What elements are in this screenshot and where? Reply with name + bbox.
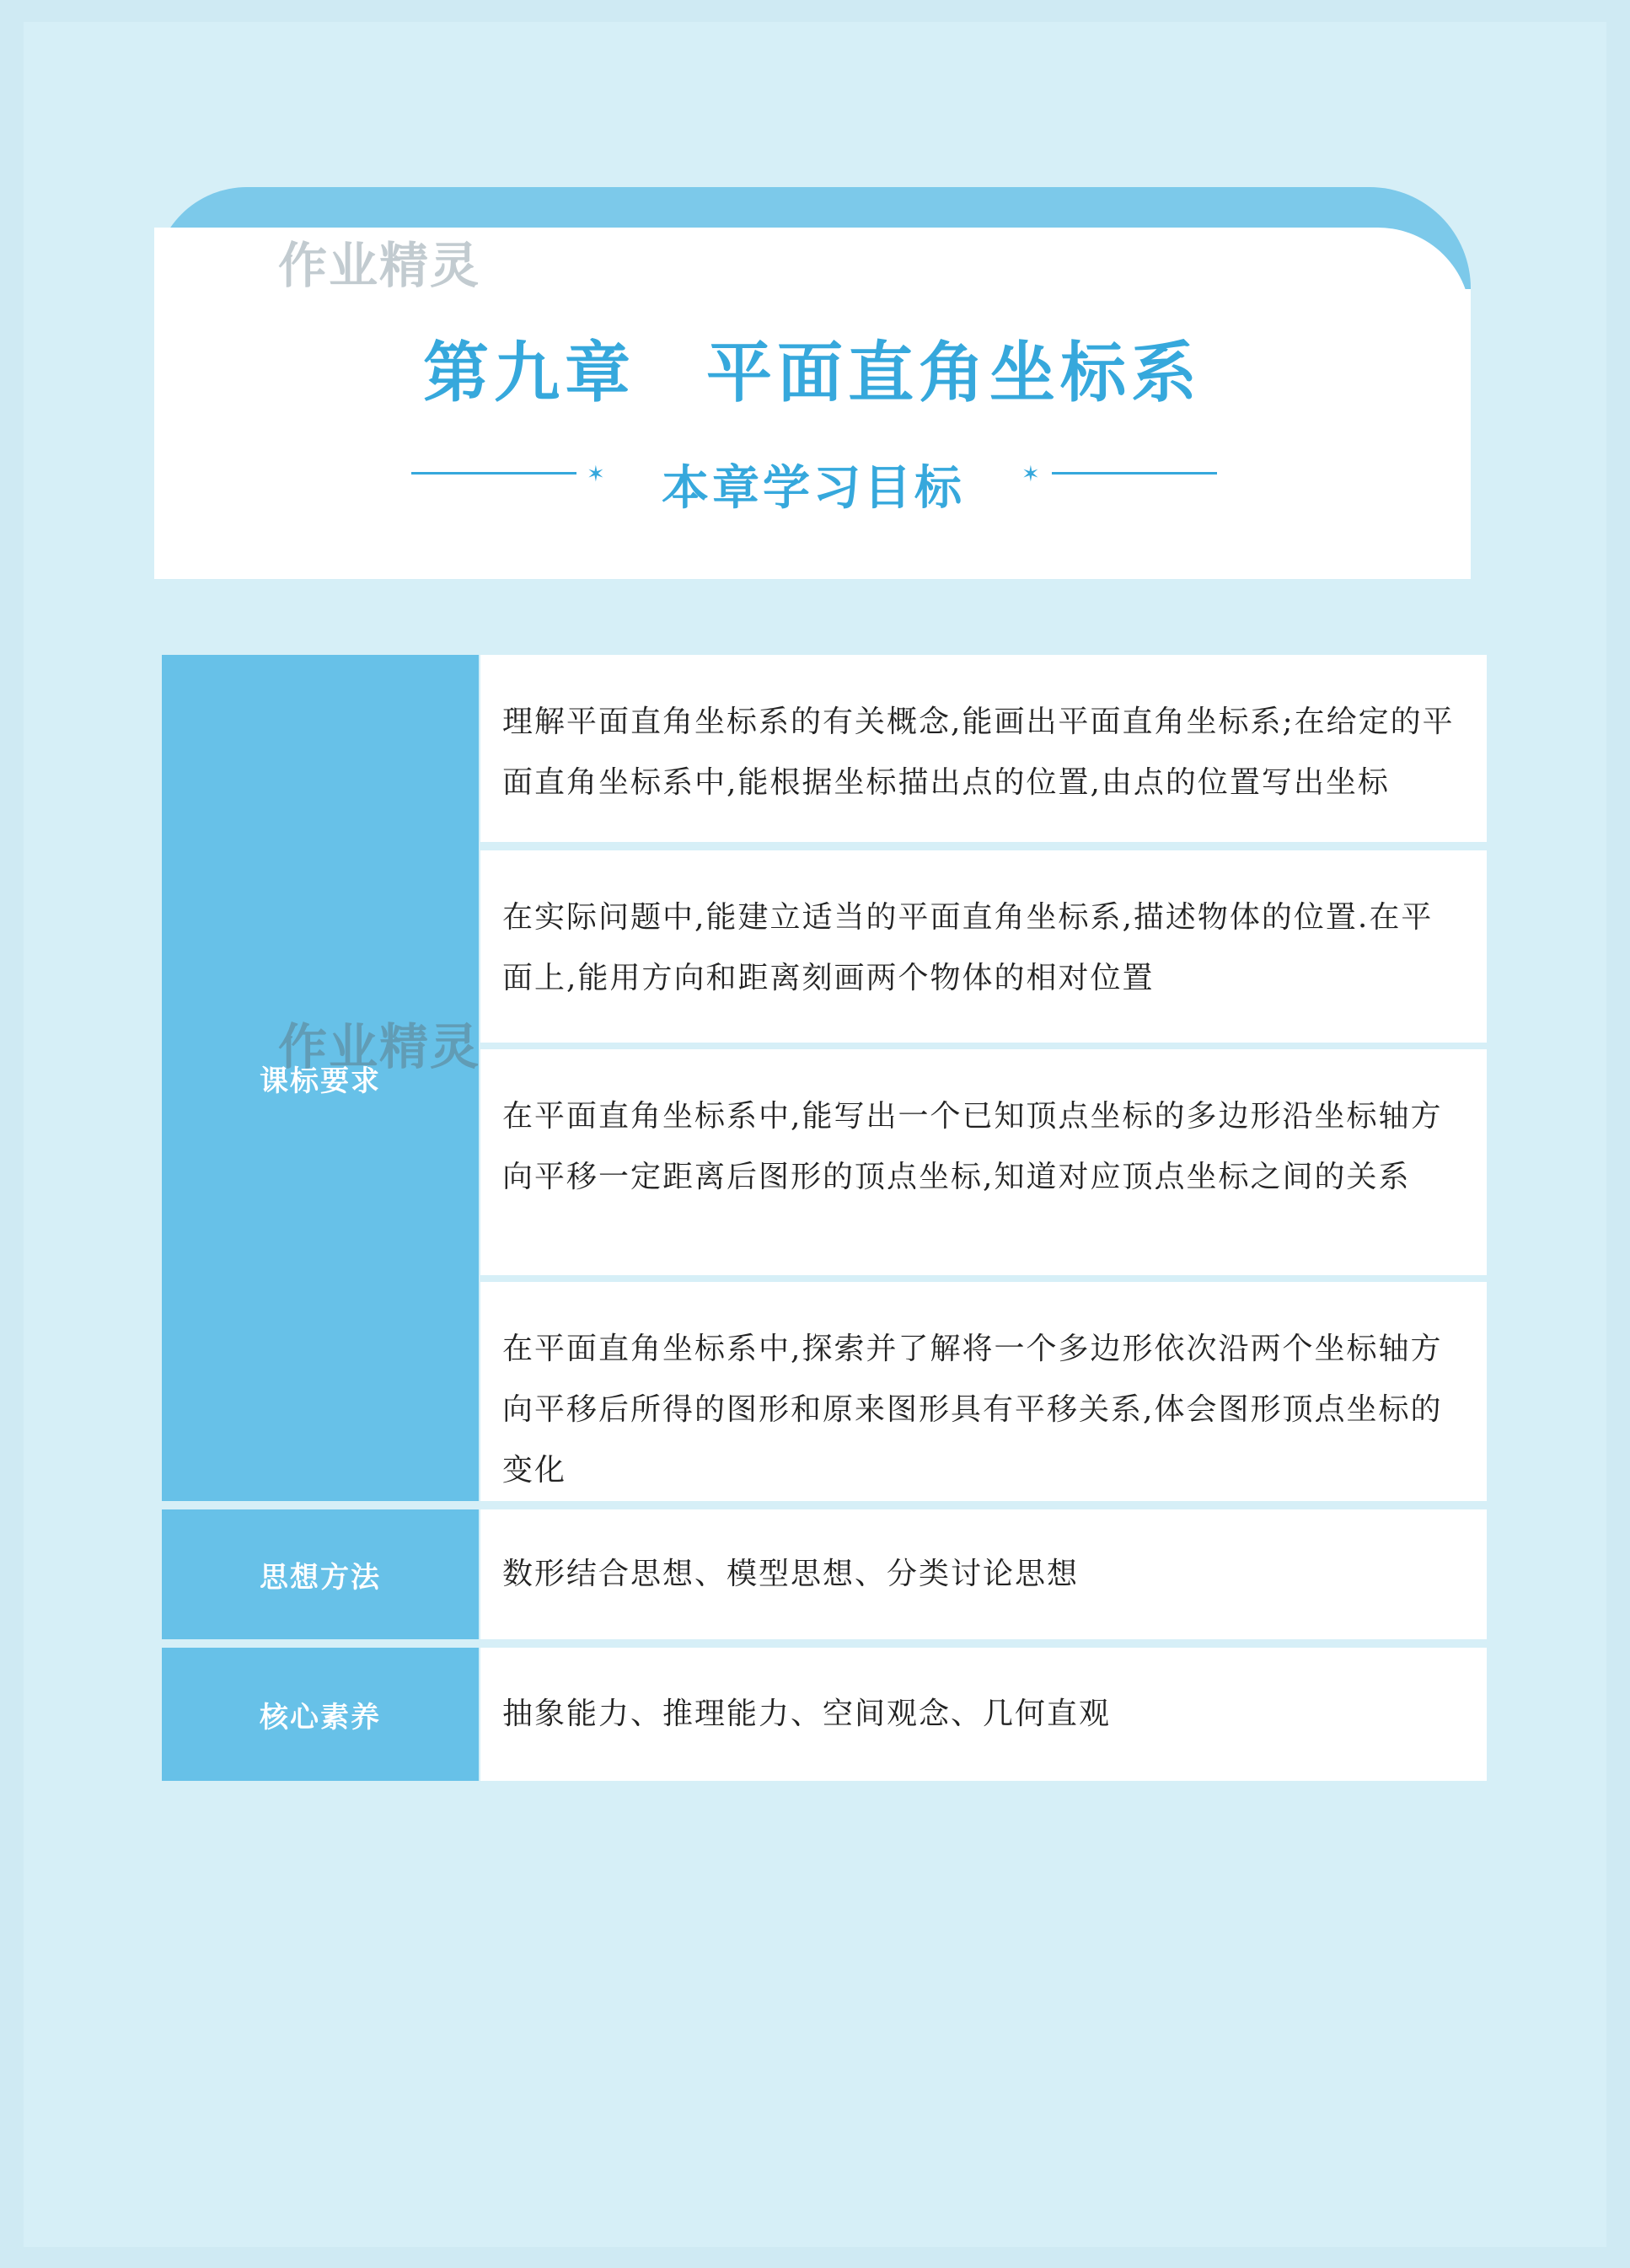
goal-item: 在实际问题中,能建立适当的平面直角坐标系,描述物体的位置.在平面上,能用方向和距离刻画两个物体的相对位置 — [480, 850, 1487, 1043]
star-icon: ✶ — [1021, 462, 1040, 487]
watermark-logo: 作业精灵 — [278, 1018, 481, 1075]
chapter-title: 第九章 平面直角坐标系 — [422, 335, 1202, 411]
goal-item: 在平面直角坐标系中,探索并了解将一个多边形依次沿两个坐标轴方向平移后所得的图形和原来图形具有平移关系,体会图形顶点坐标的变化 — [480, 1282, 1487, 1501]
goal-item: 理解平面直角坐标系的有关概念,能画出平面直角坐标系;在给定的平面直角坐标系中,能根据坐标描出点的位置,由点的位置写出坐标 — [480, 655, 1487, 842]
watermark-logo: 作业精灵 — [278, 237, 481, 294]
goals-divider-right — [1052, 472, 1217, 475]
goals-divider-left — [411, 472, 576, 475]
goal-item: 抽象能力、推理能力、空间观念、几何直观 — [480, 1648, 1487, 1781]
category-label: 思想方法 — [162, 1509, 479, 1639]
category-label: 核心素养 — [162, 1648, 479, 1781]
goal-item: 在平面直角坐标系中,能写出一个已知顶点坐标的多边形沿坐标轴方向平移一定距离后图形的顶点坐标,知道对应顶点坐标之间的关系 — [480, 1049, 1487, 1275]
goals-title: 本章学习目标 — [662, 460, 965, 516]
goal-item: 数形结合思想、模型思想、分类讨论思想 — [480, 1509, 1487, 1639]
section-curriculum — [162, 655, 1487, 1501]
section-competencies — [162, 1648, 1487, 1781]
category-label: 课标要求 — [162, 655, 479, 1501]
section-methods — [162, 1509, 1487, 1639]
star-icon: ✶ — [587, 462, 605, 487]
